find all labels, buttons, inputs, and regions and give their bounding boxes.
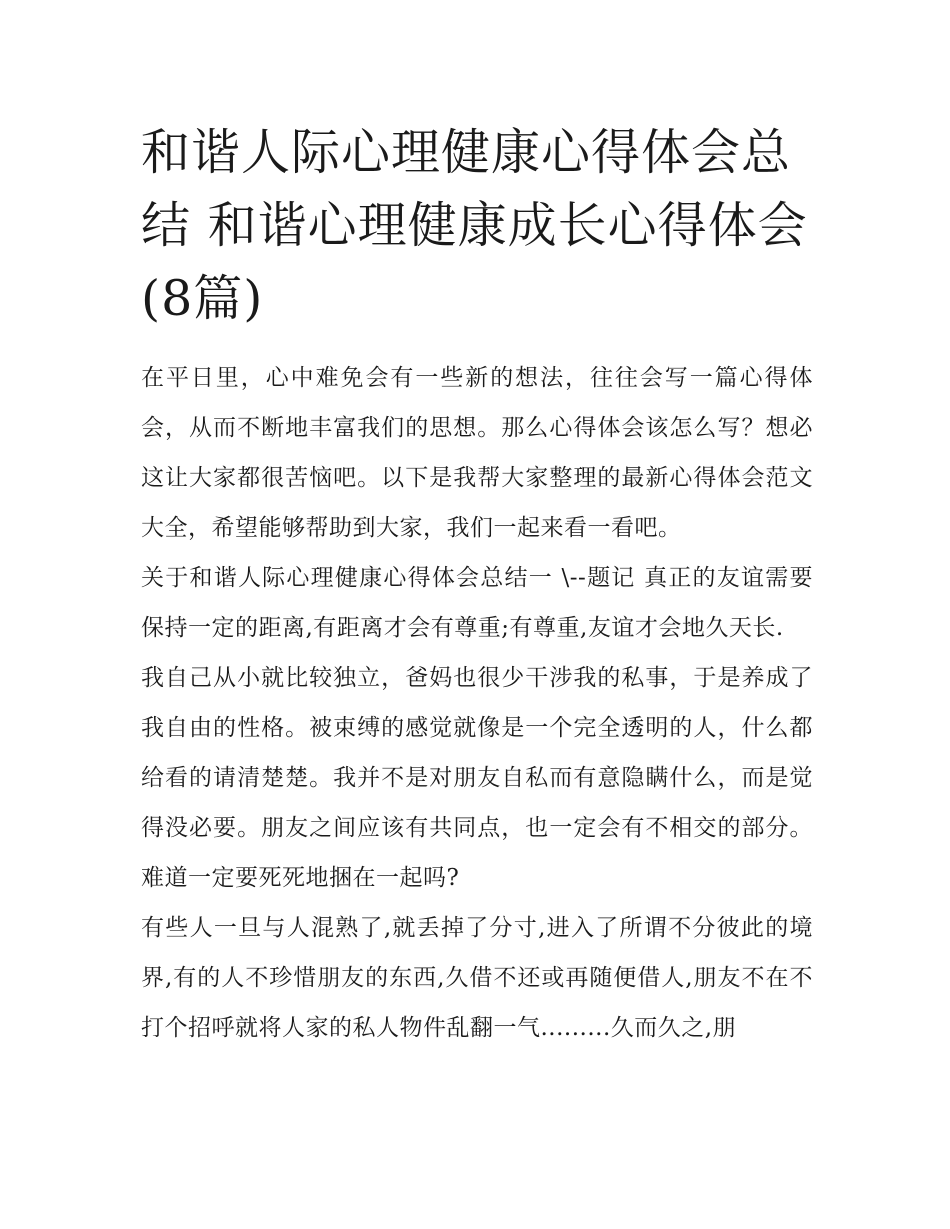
paragraph-intro: 在平日里，心中难免会有一些新的想法，往往会写一篇心得体会，从而不断地丰富我们的思想。那么心得体会该怎么写？想必这让大家都很苦恼吧。以下是我帮大家整理的最新心得体会范文大全，希望能够帮助到大家，我们一起来看一看吧。 bbox=[141, 365, 813, 541]
document-page bbox=[141, 116, 813, 1053]
paragraph-section-one-epigraph: 关于和谐人际心理健康心得体会总结一 \--题记 真正的友谊需要保持一定的距离,有距离才会有尊重;有尊重,友谊才会地久天长. bbox=[141, 565, 813, 641]
paragraph-boundaries: 有些人一旦与人混熟了,就丢掉了分寸,进入了所谓不分彼此的境界,有的人不珍惜朋友的东西,久借不还或再随便借人,朋友不在不打个招呼就将人家的私人物件乱翻一气.........久而久之,朋 bbox=[141, 915, 813, 1041]
paragraph-independence: 我自己从小就比较独立，爸妈也很少干涉我的私事，于是养成了我自由的性格。被束缚的感觉就像是一个完全透明的人，什么都给看的请清楚楚。我并不是对朋友自私而有意隐瞒什么，而是觉得没必要。朋友之间应该有共同点，也一定会有不相交的部分。难道一定要死死地捆在一起吗? bbox=[141, 665, 813, 891]
document-title: 和谐人际心理健康心得体会总结 和谐心理健康成长心得体会(8篇) bbox=[141, 124, 808, 327]
